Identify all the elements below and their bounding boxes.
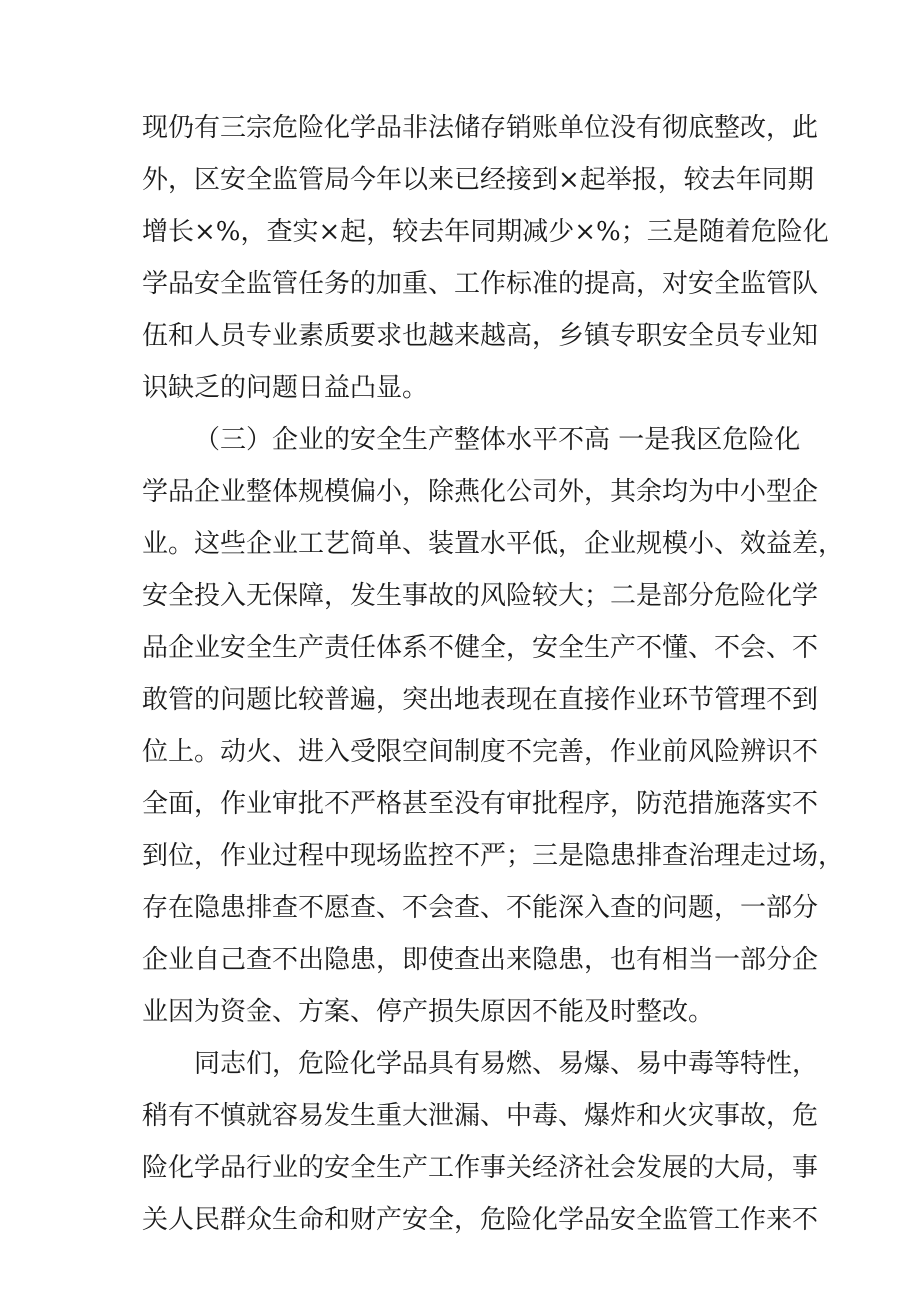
text-line: 企业自己查不出隐患，即使查出来隐患，也有相当一部分企 <box>142 945 819 975</box>
text-line: 品企业安全生产责任体系不健全，安全生产不懂、不会、不 <box>142 633 819 663</box>
text-line: 伍和人员专业素质要求也越来越高，乡镇专职安全员专业知 <box>142 321 819 351</box>
text-line: 全面，作业审批不严格甚至没有审批程序，防范措施落实不 <box>142 789 819 819</box>
text-line: 到位，作业过程中现场监控不严；三是隐患排查治理走过场， <box>142 841 845 871</box>
text-line: 学品安全监管任务的加重、工作标准的提高，对安全监管队 <box>142 269 819 299</box>
text-line: 外，区安全监管局今年以来已经接到×起举报，较去年同期 <box>142 165 814 195</box>
text-line: 存在隐患排查不愿查、不会查、不能深入查的问题，一部分 <box>142 893 819 923</box>
text-line: 增长×%，查实×起，较去年同期减少×%；三是随着危险化 <box>142 217 829 247</box>
text-line: 关人民群众生命和财产安全，危险化学品安全监管工作来不 <box>142 1205 819 1235</box>
text-line: 现仍有三宗危险化学品非法储存销账单位没有彻底整改，此 <box>142 113 819 143</box>
text-line: 同志们，危险化学品具有易燃、易爆、易中毒等特性， <box>194 1049 819 1079</box>
text-line: 识缺乏的问题日益凸显。 <box>142 373 429 403</box>
text-line: 安全投入无保障，发生事故的风险较大；二是部分危险化学 <box>142 581 819 611</box>
text-line: 业因为资金、方案、停产损失原因不能及时整改。 <box>142 997 715 1027</box>
section-heading-line: （三）企业的安全生产整体水平不高 一是我区危险化 <box>194 425 801 455</box>
text-line: 业。这些企业工艺简单、装置水平低，企业规模小、效益差， <box>142 529 845 559</box>
text-line: 敢管的问题比较普遍，突出地表现在直接作业环节管理不到 <box>142 685 819 715</box>
text-line: 位上。动火、进入受限空间制度不完善，作业前风险辨识不 <box>142 737 819 767</box>
text-line: 学品企业整体规模偏小，除燕化公司外，其余均为中小型企 <box>142 477 819 507</box>
text-line: 险化学品行业的安全生产工作事关经济社会发展的大局，事 <box>142 1153 819 1183</box>
text-line: 稍有不慎就容易发生重大泄漏、中毒、爆炸和火灾事故，危 <box>142 1101 819 1131</box>
